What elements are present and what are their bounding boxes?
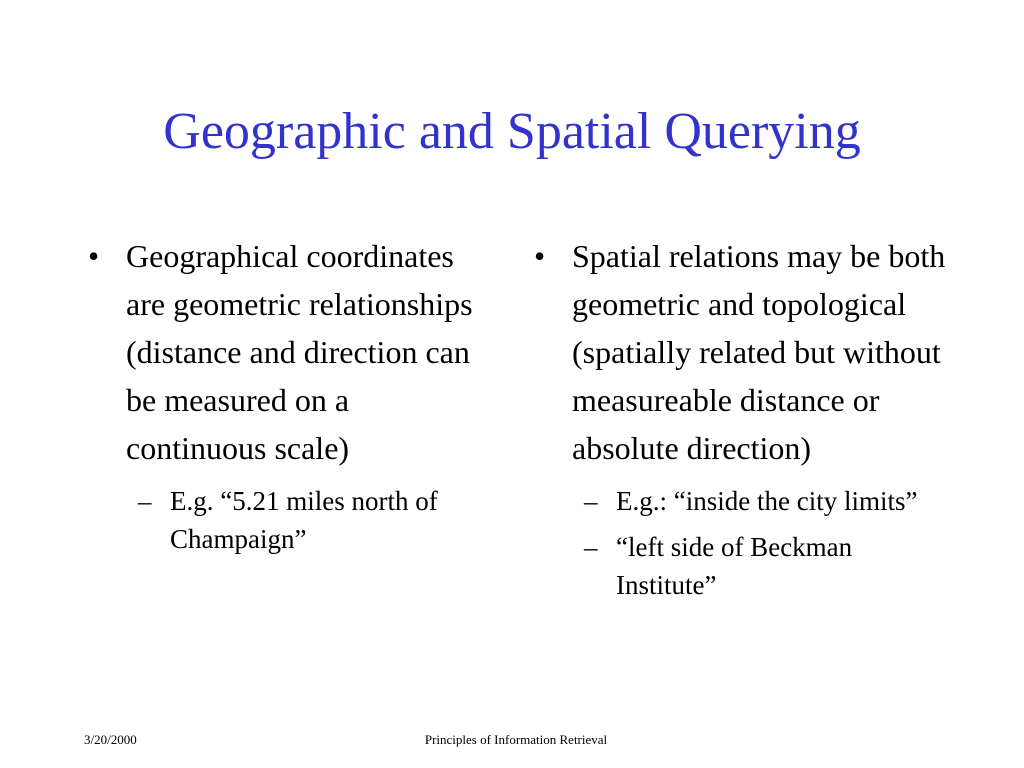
sub-dash-icon: – — [584, 532, 598, 562]
right-sub-item-text: E.g.: “inside the city limits” — [616, 486, 918, 516]
left-bullet-text: Geographical coordinates are geometric relationships (distance and direction can be measured on a continuous scale) — [126, 238, 473, 466]
left-sub-item — [84, 482, 494, 558]
right-bullet-text: Spatial relations may be both geometric and topological (spatially related but without measureable distance or absolute direction) — [572, 238, 946, 466]
right-sub-item — [530, 528, 950, 604]
footer-course-title: Principles of Information Retrieval — [424, 732, 608, 747]
right-column — [530, 232, 950, 604]
left-bullet — [84, 232, 494, 472]
footer-date: 3/20/2000 — [84, 732, 137, 747]
left-column — [84, 232, 494, 558]
bullet-dot-icon: • — [534, 238, 546, 274]
left-sub-item-text: E.g. “5.21 miles north of Champaign” — [170, 486, 438, 554]
right-sub-item-text: “left side of Beckman Institute” — [616, 532, 853, 600]
bullet-dot-icon: • — [88, 238, 100, 274]
sub-dash-icon: – — [584, 486, 598, 516]
right-sub-item — [530, 482, 950, 520]
right-bullet — [530, 232, 950, 472]
sub-dash-icon: – — [138, 486, 152, 516]
slide-title: Geographic and Spatial Querying — [163, 103, 861, 160]
